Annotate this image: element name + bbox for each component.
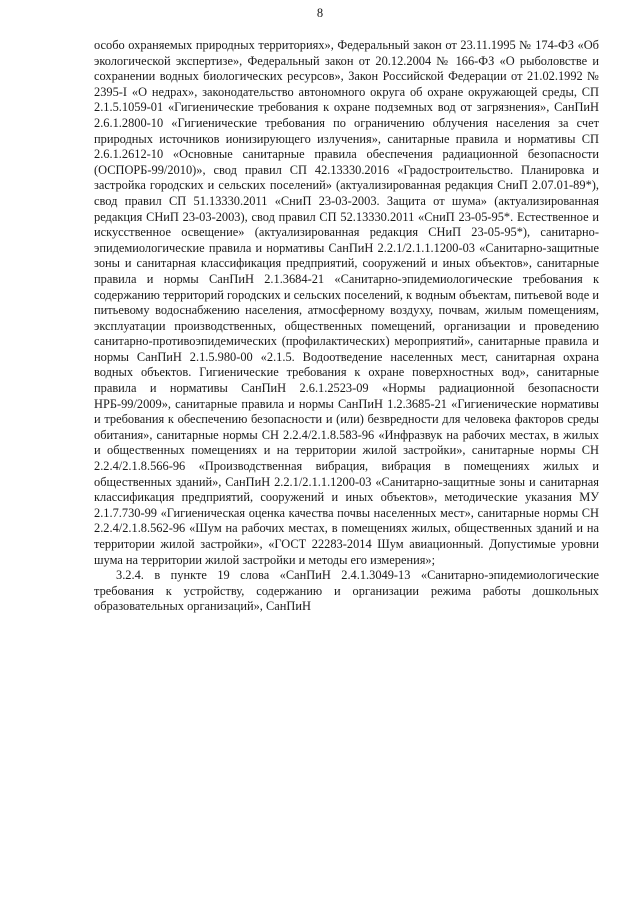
paragraph-regulations-list: особо охраняемых природных территориях», Федеральный закон от 23.11.1995 № 174-ФЗ «Об экологической экспертизе», Федеральный закон от 20.12.2004 № 166-ФЗ «О рыболовстве и сохранении водных биологических ресурсов», Закон Российской Федерации от 21.02.1992 № 2395-I «О недрах», законодательство автономного округа об охране окружающей среды, СП 2.1.5.1059-01 «Гигиенические требования к охране подземных вод от загрязнения», СанПиН 2.6.1.2800-10 «Гигиенические требования по ограничению облучения населения за счет природных источников ионизирующего излучения», санитарные правила и нормативы СП 2.6.1.2612-10 «Основные санитарные правила обеспечения радиационной безопасности (ОСПОРБ-99/2010)», свод правил СП 42.13330.2016 «Градостроительство. Планировка и застройка городских и сельских поселений» (актуализированная редакция СниП 2.07.01-89*), свод правил СП 51.13330.2011 «СниП 23-03-2003. Защита от шума» (актуализированная редакция СНиП 23-03-2003), свод правил СП 52.13330.2011 «СниП 23-05-95*. Естественное и искусственное освещение» (актуализированная редакция СНиП 23-05-95*), санитарно-эпидемиологические правила и нормативы СанПиН 2.2.1/2.1.1.1200-03 «Санитарно-защитные зоны и санитарная классификация предприятий, сооружений и иных объектов», санитарные правила и нормы СанПиН 2.1.3684-21 «Санитарно-эпидемиологические требования к содержанию территорий городских и сельских поселений, к водным объектам, питьевой воде и питьевому водоснабжению населения, атмосферному воздуху, почвам, жилым помещениям, эксплуатации производственных, общественных помещений, организации и проведению санитарно-противоэпидемических (профилактических) мероприятий», санитарные правила и нормы СанПиН 2.1.5.980-00 «2.1.5. Водоотведение населенных мест, санитарная охрана водных объектов. Гигиенические требования к охране поверхностных вод», санитарные правила и нормативы СанПиН 2.6.1.2523-09 «Нормы радиационной безопасности НРБ-99/2009», санитарные правила и нормы СанПиН 1.2.3685-21 «Гигиенические нормативы и требования к обеспечению безопасности и (или) безвредности для человека факторов среды обитания», санитарные нормы СН 2.2.4/2.1.8.583-96 «Инфразвук на рабочих местах, в жилых и общественных помещениях и на территории жилой застройки», санитарные нормы СН 2.2.4/2.1.8.566-96 «Производственная вибрация, вибрация в помещениях жилых и общественных зданий», СанПиН 2.2.1/2.1.1.1200-03 «Санитарно-защитные зоны и санитарная классификация предприятий, сооружений и иных объектов», методические указания МУ 2.1.7.730-99 «Гигиеническая оценка качества почвы населенных мест», санитарные нормы СН 2.2.4/2.1.8.562-96 «Шум на рабочих местах, в помещениях жилых, общественных зданий и на территории жилой застройки», «ГОСТ 22283-2014 Шум авиационный. Допустимые уровни шума на территории жилой застройки и методы его измерения»;: [94, 38, 599, 567]
paragraph-3-2-4: 3.2.4. в пункте 19 слова «СанПиН 2.4.1.3049-13 «Санитарно-эпидемиологические требования к устройству, содержанию и организации режима работы дошкольных образовательных организаций», СанПиН: [94, 568, 599, 614]
document-body: [94, 38, 599, 615]
page-number: 8: [316, 6, 324, 20]
